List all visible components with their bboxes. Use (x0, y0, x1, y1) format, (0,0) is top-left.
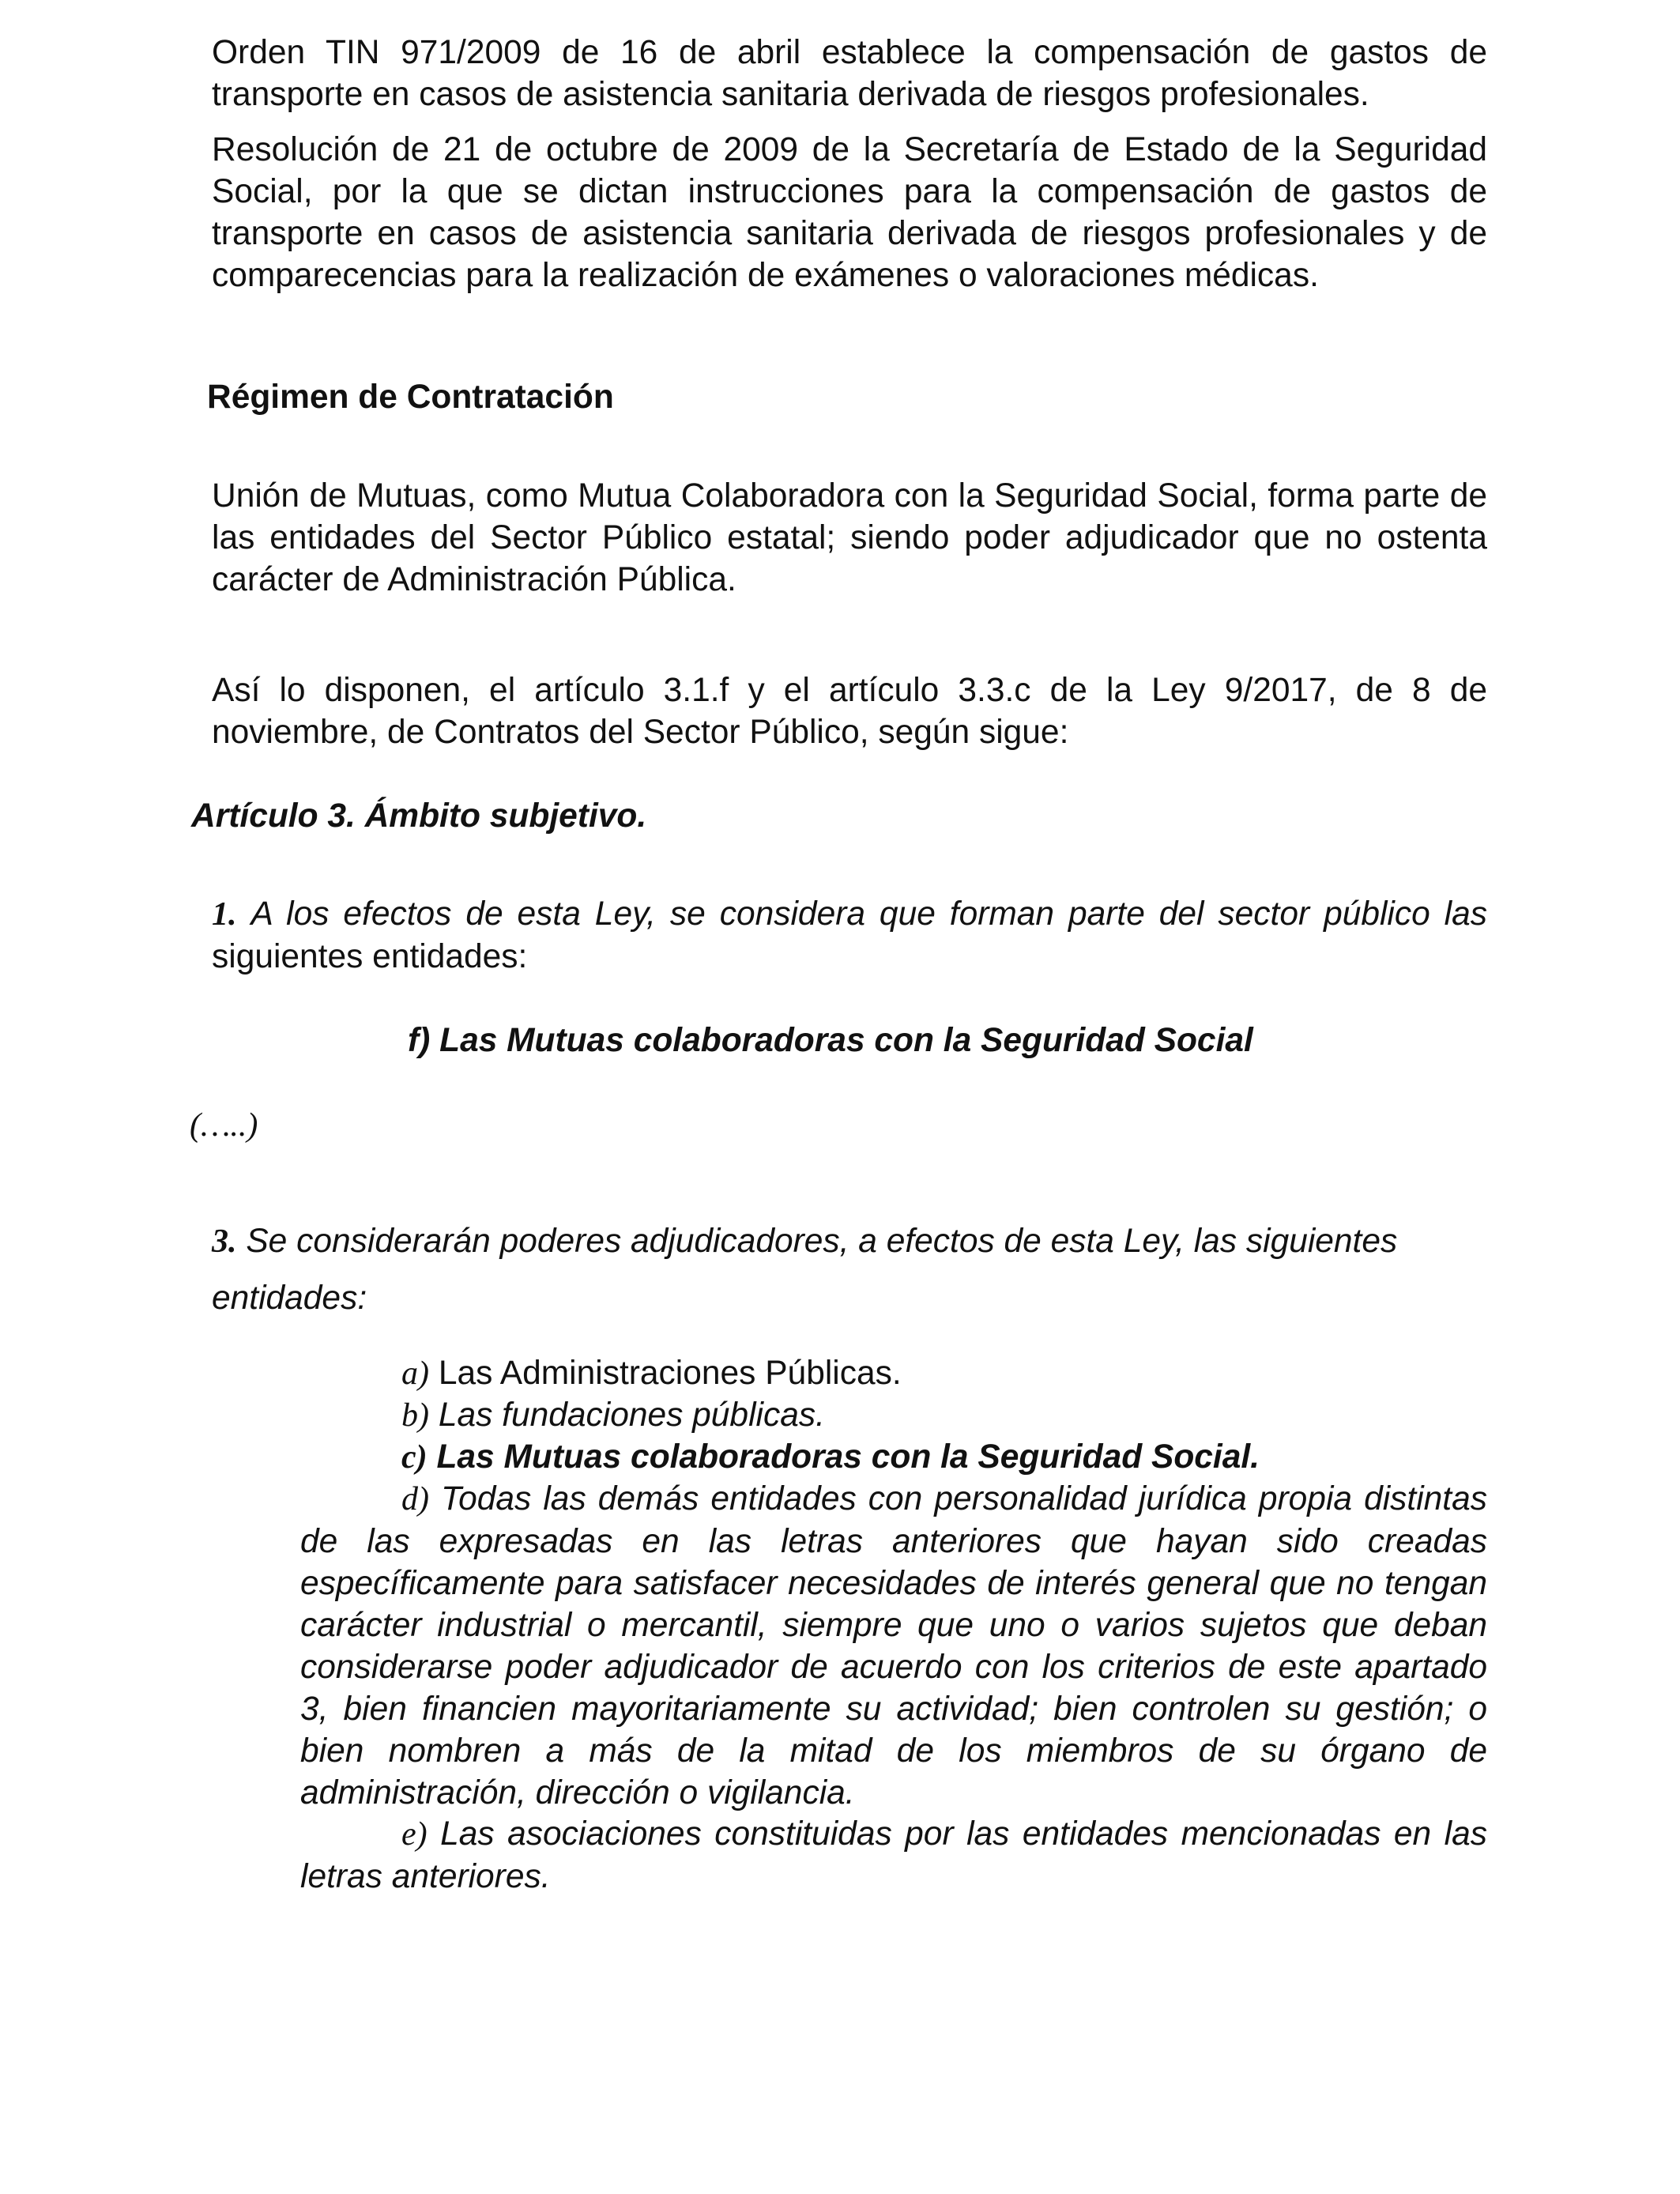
paragraph-orden-tin: Orden TIN 971/2009 de 16 de abril establece la compensación de gastos de transporte en casos de asistencia sanitaria derivada de riesgos profesionales. (212, 34, 1487, 113)
list-item-b (401, 1394, 825, 1437)
list-item-c-text: Las Mutuas colaboradoras con la Seguridad Social. (436, 1438, 1260, 1476)
list-item-b-text: Las fundaciones públicas. (438, 1397, 825, 1434)
list-item-a-letter: a) (401, 1355, 429, 1392)
list-item-a-text: Las Administraciones Públicas. (438, 1355, 902, 1392)
list-item-e-text: Las asociaciones constituidas por las entidades mencionadas en las letras anteriores. (300, 1815, 1487, 1895)
section-1-text-italic: A los efectos de esta Ley, se considera que forman parte del sector público las (250, 895, 1488, 933)
paragraph-resolucion: Resolución de 21 de octubre de 2009 de la Secretaría de Estado de la Seguridad Social, por la que se dictan instrucciones para la compensación de gastos de transporte en casos de asistencia sanitaria derivada de riesgos profesionales y de comparecencias para la realización de exámenes o valoraciones médicas. (212, 131, 1487, 294)
article-section-1 (212, 893, 1487, 978)
ellipsis-omission: (…..) (190, 1107, 258, 1144)
list-item-b-letter: b) (401, 1397, 429, 1434)
list-item-c (401, 1436, 1260, 1479)
list-item-d (300, 1478, 1487, 1814)
list-item-d-text: Todas las demás entidades con personalidad jurídica propia distintas de las expresadas en las letras anteriores que hayan sido creadas específicamente para satisfacer necesidades de interés general que no tengan carácter industrial o mercantil, siempre que uno o varios sujetos que deban considerarse poder adjudicador de acuerdo con los criterios de este apartado 3, bien financien mayoritariamente su actividad; bien controlen su gestión; o bien nombren a más de la mitad de los miembros de su órgano de administración, dirección o vigilancia. (300, 1480, 1487, 1811)
section-3-text: Se considerarán poderes adjudicadores, a efectos de esta Ley, las siguientes entidades: (212, 1223, 1398, 1317)
paragraph-asi-lo-disponen: Así lo disponen, el artículo 3.1.f y el artículo 3.3.c de la Ley 9/2017, de 8 de noviembre, de Contratos del Sector Público, según sigue: (212, 672, 1487, 751)
section-3-number: 3. (212, 1223, 237, 1260)
list-item-e-letter: e) (401, 1816, 428, 1853)
list-item-d-letter: d) (401, 1481, 429, 1517)
article-section-3 (212, 1213, 1500, 1327)
section-heading-regimen: Régimen de Contratación (207, 379, 614, 416)
paragraph-union-mutuas: Unión de Mutuas, como Mutua Colaboradora con la Seguridad Social, forma parte de las entidades del Sector Público estatal; siendo poder adjudicador que no ostenta carácter de Administración Pública. (212, 477, 1487, 598)
list-item-e (300, 1813, 1487, 1898)
section-1-text-regular: siguientes entidades: (212, 938, 528, 975)
list-item-a (401, 1352, 902, 1395)
section-1-item-f: f) Las Mutuas colaboradoras con la Seguridad Social (408, 1022, 1253, 1059)
list-item-c-letter: c) (401, 1439, 428, 1476)
article-title: Artículo 3. Ámbito subjetivo. (191, 797, 647, 835)
section-1-number: 1. (212, 896, 237, 933)
